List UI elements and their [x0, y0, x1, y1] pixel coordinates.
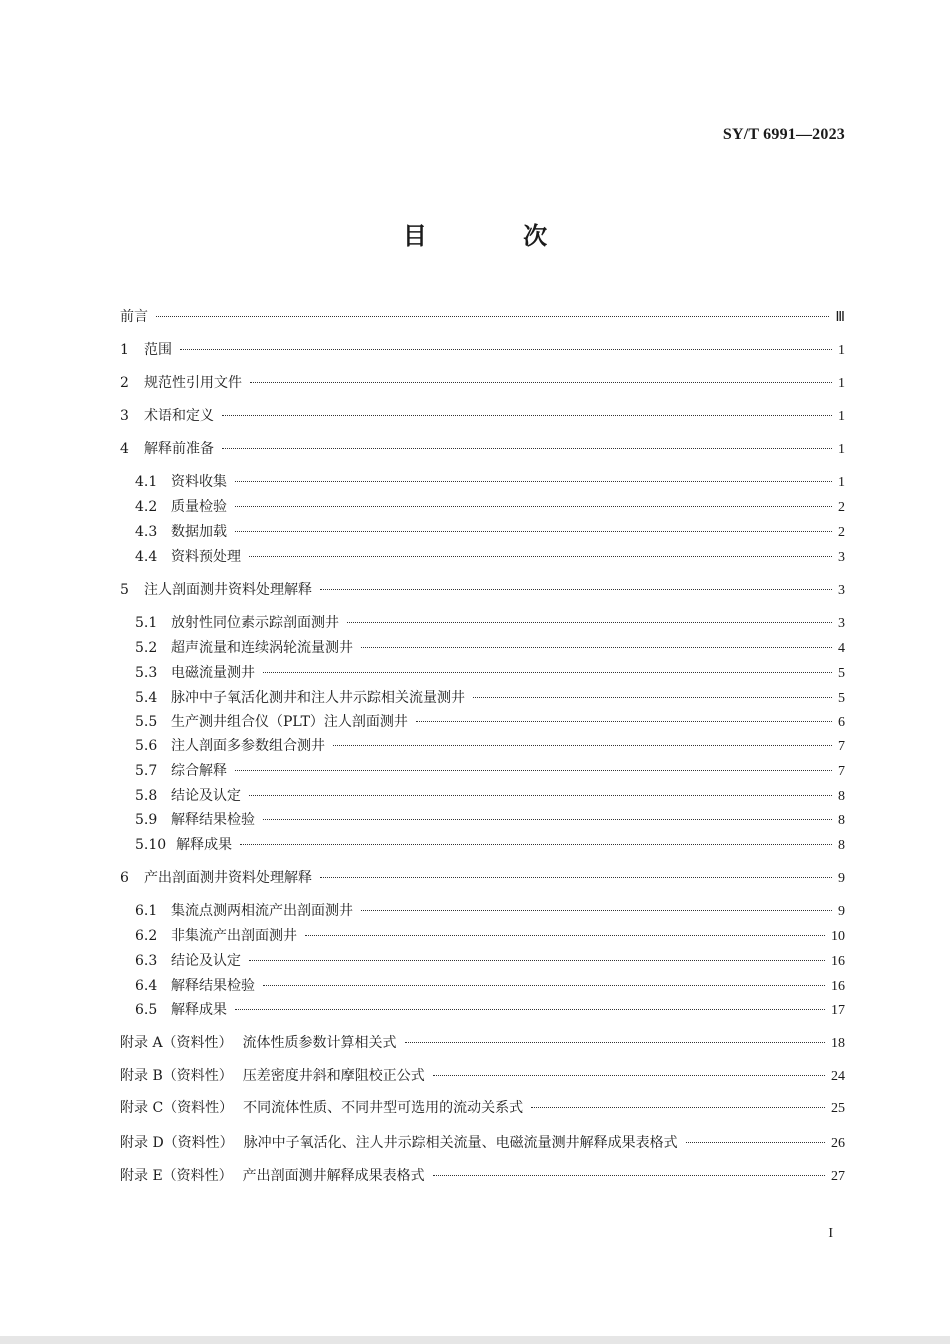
toc-entry-number: 5.2	[135, 640, 158, 656]
toc-entry-page: 5	[838, 691, 845, 706]
toc-dot-leader	[235, 1009, 825, 1010]
toc-dot-leader	[361, 647, 832, 648]
toc-entry-label: 资料预处理	[171, 549, 241, 565]
toc-entry[interactable]	[120, 869, 845, 887]
toc-entry-number: 6	[120, 870, 129, 886]
toc-dot-leader	[235, 506, 832, 507]
toc-entry[interactable]	[120, 1099, 845, 1117]
toc-entry-label: 压差密度井斜和摩阻校正公式	[242, 1068, 425, 1084]
toc-entry[interactable]	[135, 689, 845, 707]
toc-entry-label: 注人剖面测井资料处理解释	[144, 582, 312, 598]
toc-entry-label: 解释结果检验	[171, 978, 255, 994]
toc-entry[interactable]	[135, 664, 845, 682]
toc-entry-label: 注人剖面多参数组合测井	[171, 738, 325, 754]
toc-entry-number: 3	[120, 408, 129, 424]
toc-dot-leader	[180, 349, 832, 350]
toc-dot-leader	[416, 721, 832, 722]
toc-entry-number: 5.8	[135, 788, 158, 804]
toc-entry-label: 放射性同位素示踪剖面测井	[171, 615, 339, 631]
toc-entry-number: 5.4	[135, 690, 158, 706]
toc-entry-label: 范围	[144, 342, 172, 358]
toc-entry-label: 电磁流量测井	[171, 665, 255, 681]
toc-dot-leader	[240, 844, 832, 845]
toc-entry-page: 7	[838, 739, 845, 754]
toc-entry-page: 18	[831, 1036, 845, 1051]
toc-entry-label: 产出剖面测井资料处理解释	[144, 870, 312, 886]
toc-dot-leader	[263, 819, 832, 820]
toc-dot-leader	[320, 589, 832, 590]
toc-entry[interactable]	[135, 498, 845, 516]
toc-entry[interactable]	[135, 952, 845, 970]
toc-dot-leader	[347, 622, 832, 623]
toc-entry-label: 解释成果	[176, 837, 233, 853]
toc-entry-number: 5.6	[135, 738, 158, 754]
toc-entry-page: 1	[838, 442, 845, 457]
toc-entry[interactable]	[120, 1067, 845, 1085]
toc-entry-label: 解释成果	[171, 1002, 227, 1018]
toc-entry-label: 质量检验	[171, 499, 227, 515]
toc-entry[interactable]	[135, 977, 845, 995]
toc-dot-leader	[433, 1075, 825, 1076]
toc-dot-leader	[333, 745, 832, 746]
toc-dot-leader	[473, 697, 832, 698]
toc-entry-label: 结论及认定	[171, 788, 241, 804]
toc-entry[interactable]	[135, 927, 845, 945]
toc-entry-label: 脉冲中子氧活化测井和注人井示踪相关流量测井	[171, 690, 465, 706]
toc-entry-label: 综合解释	[171, 763, 227, 779]
toc-entry-number: 4.4	[135, 549, 158, 565]
toc-dot-leader	[249, 795, 832, 796]
toc-dot-leader	[250, 382, 832, 383]
toc-entry-page: 9	[838, 871, 845, 886]
toc-entry-page: 16	[831, 954, 845, 969]
toc-dot-leader	[433, 1175, 825, 1176]
toc-entry[interactable]	[120, 1134, 845, 1152]
page-number: I	[828, 1226, 833, 1241]
toc-entry-number: 2	[120, 375, 129, 391]
toc-dot-leader	[305, 935, 825, 936]
toc-dot-leader	[320, 877, 832, 878]
toc-entry-label: 生产测井组合仪（PLT）注人剖面测井	[171, 714, 408, 730]
toc-entry-label: 产出剖面测井解释成果表格式	[242, 1168, 425, 1184]
toc-entry-number: 4.1	[135, 474, 158, 490]
toc-entry-number: 5.3	[135, 665, 158, 681]
toc-dot-leader	[222, 415, 832, 416]
toc-entry-page: 24	[831, 1069, 845, 1084]
toc-entry-label: 规范性引用文件	[144, 375, 242, 391]
toc-entry-number: 附录 E（资料性）	[120, 1168, 233, 1184]
toc-entry-page: 17	[831, 1003, 845, 1018]
toc-entry-number: 4.3	[135, 524, 158, 540]
toc-entry-page: 3	[838, 616, 845, 631]
toc-dot-leader	[235, 770, 832, 771]
toc-entry-number: 5.1	[135, 615, 158, 631]
toc-entry[interactable]	[120, 1034, 845, 1052]
toc-entry-page: 3	[838, 550, 845, 565]
toc-entry-number: 6.3	[135, 953, 158, 969]
toc-entry-label: 流体性质参数计算相关式	[242, 1035, 397, 1051]
toc-entry[interactable]	[120, 407, 845, 425]
toc-entry-number: 5.9	[135, 812, 158, 828]
toc-entry[interactable]	[120, 308, 845, 326]
toc-entry-page: 1	[838, 475, 845, 490]
toc-entry-number: 5.7	[135, 763, 158, 779]
toc-entry-number: 附录 A（资料性）	[120, 1035, 233, 1051]
toc-entry-number: 4	[120, 441, 129, 457]
toc-entry-label: 资料收集	[171, 474, 227, 490]
toc-entry-label: 集流点测两相流产出剖面测井	[171, 903, 353, 919]
toc-entry[interactable]	[120, 440, 845, 458]
toc-entry-label: 超声流量和连续涡轮流量测井	[171, 640, 353, 656]
toc-entry-page: Ⅲ	[835, 310, 845, 325]
toc-entry[interactable]	[135, 639, 845, 657]
toc-entry[interactable]	[120, 374, 845, 392]
toc-entry-page: 2	[838, 525, 845, 540]
toc-entry-number: 5	[120, 582, 129, 598]
toc-entry[interactable]	[135, 1001, 845, 1019]
toc-entry[interactable]	[135, 523, 845, 541]
toc-entry-page: 8	[838, 838, 845, 853]
toc-entry-label: 前言	[120, 309, 148, 325]
toc-entry-number: 6.1	[135, 903, 158, 919]
toc-dot-leader	[235, 531, 832, 532]
toc-entry[interactable]	[120, 1167, 845, 1185]
toc-entry-page: 3	[838, 583, 845, 598]
toc-entry-page: 10	[831, 929, 845, 944]
toc-entry-number: 1	[120, 342, 129, 358]
toc-dot-leader	[222, 448, 832, 449]
toc-entry[interactable]	[135, 787, 845, 805]
toc-entry-label: 术语和定义	[144, 408, 214, 424]
toc-entry[interactable]	[135, 811, 845, 829]
toc-entry[interactable]	[135, 614, 845, 632]
toc-dot-leader	[156, 316, 829, 317]
toc-entry-number: 5.10	[135, 837, 167, 853]
standard-code: SY/T 6991—2023	[722, 126, 845, 143]
toc-entry-page: 5	[838, 666, 845, 681]
toc-entry-number: 4.2	[135, 499, 158, 515]
toc-dot-leader	[531, 1107, 825, 1108]
toc-entry-page: 27	[831, 1169, 845, 1184]
toc-entry-page: 8	[838, 813, 845, 828]
toc-entry-label: 解释前准备	[144, 441, 214, 457]
toc-entry[interactable]	[135, 473, 845, 491]
toc-entry[interactable]	[135, 762, 845, 780]
toc-dot-leader	[249, 556, 832, 557]
toc-entry-number: 5.5	[135, 714, 158, 730]
toc-entry-page: 7	[838, 764, 845, 779]
toc-entry-label: 结论及认定	[171, 953, 241, 969]
toc-entry-number: 附录 C（资料性）	[120, 1100, 234, 1116]
toc-entry-number: 6.4	[135, 978, 158, 994]
toc-entry-page: 6	[838, 715, 845, 730]
toc-entry-number: 6.5	[135, 1002, 158, 1018]
toc-entry-page: 8	[838, 789, 845, 804]
toc-entry-page: 26	[831, 1136, 845, 1151]
toc-entry-label: 解释结果检验	[171, 812, 255, 828]
toc-entry[interactable]	[135, 902, 845, 920]
toc-entry[interactable]	[135, 713, 845, 731]
toc-entry-label: 非集流产出剖面测井	[171, 928, 297, 944]
toc-dot-leader	[361, 910, 832, 911]
toc-entry-label: 脉冲中子氧活化、注人井示踪相关流量、电磁流量测井解释成果表格式	[243, 1135, 678, 1151]
toc-entry-page: 9	[838, 904, 845, 919]
toc-entry-page: 1	[838, 376, 845, 391]
toc-entry[interactable]	[135, 548, 845, 566]
toc-entry[interactable]	[135, 836, 845, 854]
toc-dot-leader	[235, 481, 832, 482]
toc-dot-leader	[249, 960, 825, 961]
toc-dot-leader	[263, 985, 825, 986]
toc-entry-number: 6.2	[135, 928, 158, 944]
toc-entry-page: 25	[831, 1101, 845, 1116]
toc-title: 目 次	[402, 221, 592, 250]
toc-entry-page: 1	[838, 409, 845, 424]
toc-entry-page: 16	[831, 979, 845, 994]
toc-entry-label: 数据加载	[171, 524, 227, 540]
toc-entry-label: 不同流体性质、不同井型可选用的流动关系式	[243, 1100, 524, 1116]
toc-dot-leader	[405, 1042, 825, 1043]
page-bottom-edge	[0, 1336, 950, 1344]
toc-entry-number: 附录 B（资料性）	[120, 1068, 233, 1084]
toc-entry-page: 4	[838, 641, 845, 656]
toc-entry-page: 2	[838, 500, 845, 515]
toc-entry[interactable]	[135, 737, 845, 755]
toc-entry-number: 附录 D（资料性）	[120, 1135, 234, 1151]
toc-dot-leader	[686, 1142, 825, 1143]
toc-entry[interactable]	[120, 341, 845, 359]
toc-entry[interactable]	[120, 581, 845, 599]
toc-dot-leader	[263, 672, 832, 673]
toc-entry-page: 1	[838, 343, 845, 358]
